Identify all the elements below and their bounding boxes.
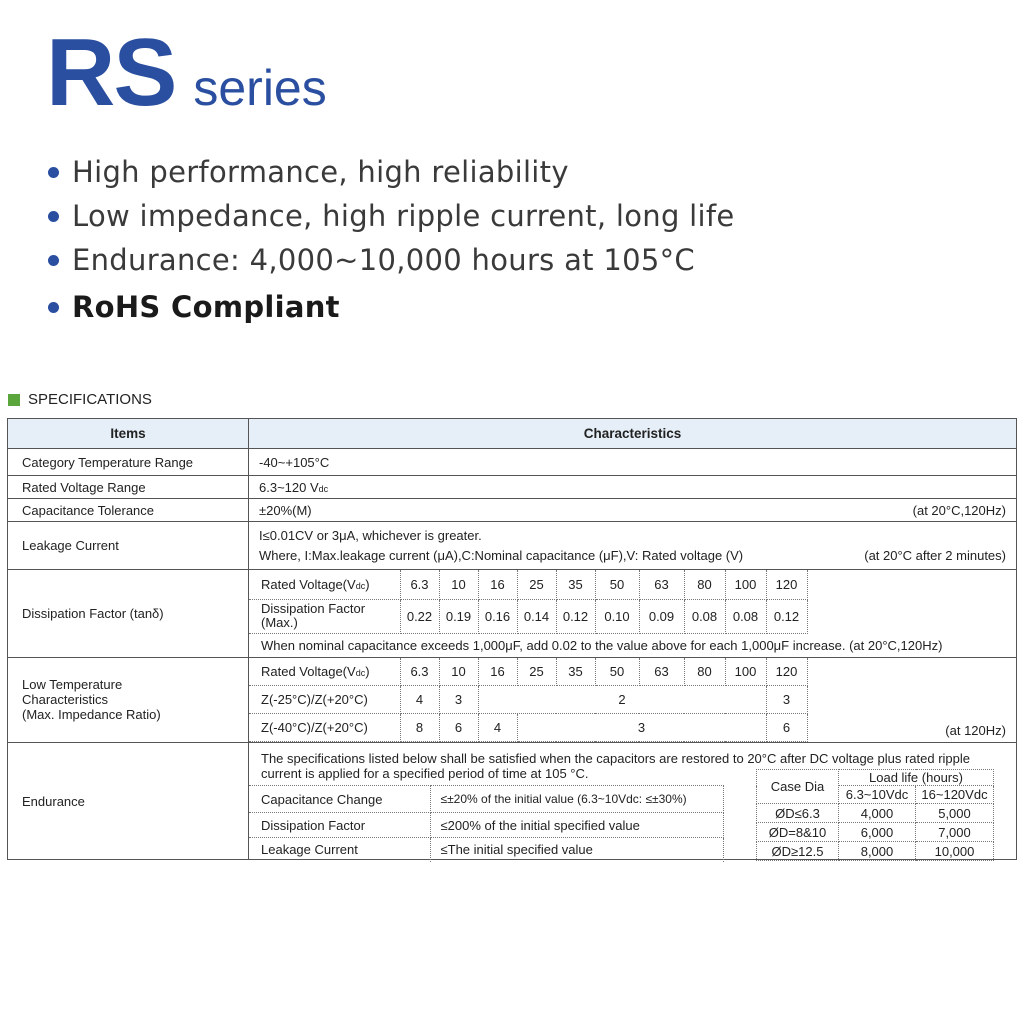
bullet-icon <box>48 211 59 222</box>
spec-table <box>7 418 1017 860</box>
table-row: Low Temperature Characteristics (Max. Impedance Ratio) Rated Voltage(Vdc) 6.3 10 16 25 35 50 63 80 100 120 Z(-25°C)/Z(+20°C) 4 3 2 3 Z(-40°C)/Z(+20°C) 8 6 4 3 6 (at 120Hz) <box>8 657 1017 743</box>
table-row: Dissipation Factor (tanδ) Rated Voltage(Vdc) 6.3 10 16 25 35 50 63 80 100 120 Dissipation Factor (Max.) 0.22 0.19 0.16 0.14 0.12 0.10 0.09 0.08 0.08 0.12 When nominal capacitance exceeds 1,000μF, add 0.02 to the value above for each 1,000μF increase. (at 20°C,120Hz) <box>8 570 1017 658</box>
square-icon <box>8 394 20 406</box>
series-heading <box>46 18 327 128</box>
dissipation-table: Rated Voltage(Vdc) 6.3 10 16 25 35 50 63 80 100 120 Dissipation Factor (Max.) 0.22 0.19 0.16 0.14 0.12 0.10 0.09 0.08 0.08 0.12 <box>249 570 808 634</box>
feature-list <box>48 150 735 329</box>
feature-item: RoHS Compliant <box>48 285 735 329</box>
brand-name: RS <box>46 19 176 126</box>
column-header-characteristics: Characteristics <box>249 419 1017 449</box>
table-header-row <box>8 419 1017 449</box>
section-title: SPECIFICATIONS <box>8 391 152 408</box>
feature-item: Endurance: 4,000~10,000 hours at 105°C <box>48 238 735 282</box>
table-row: Endurance The specifications listed below shall be satisfied when the capacitors are restored to 20°C after DC voltage plus rated ripple current is applied for a specified period of time at 105 °C. Capacitance Change ≤±20% of the initial value (6.3~10Vdc: ≤±30%) Dissipation Factor ≤200% of the initial specified value Leakage Current ≤The initial specified value Case Dia Load life (hours) 6.3~10Vdc 16~120Vdc ØD≤6.3 4,000 5,000 ØD=8&10 6,000 7,000 ØD≥12.5 8,000 10,000 <box>8 743 1017 860</box>
column-header-items: Items <box>8 419 249 449</box>
endurance-criteria-table: Capacitance Change ≤±20% of the initial value (6.3~10Vdc: ≤±30%) Dissipation Factor ≤200% of the initial specified value Leakage Current ≤The initial specified value <box>249 785 724 862</box>
table-row: Capacitance Tolerance ±20%(M) (at 20°C,120Hz) <box>8 499 1017 522</box>
series-label: series <box>193 60 327 116</box>
table-row: Rated Voltage Range 6.3~120 Vdc <box>8 476 1017 499</box>
bullet-icon <box>48 302 59 313</box>
low-temp-table: Rated Voltage(Vdc) 6.3 10 16 25 35 50 63 80 100 120 Z(-25°C)/Z(+20°C) 4 3 2 3 Z(-40°C)/Z(+20°C) 8 6 4 3 6 <box>249 658 808 743</box>
table-row: Leakage Current I≤0.01CV or 3μA, whichever is greater. Where, I:Max.leakage current (μA),C:Nominal capacitance (μF),V: Rated voltage (V) (at 20°C after 2 minutes) <box>8 522 1017 570</box>
bullet-icon <box>48 167 59 178</box>
load-life-table: Case Dia Load life (hours) 6.3~10Vdc 16~120Vdc ØD≤6.3 4,000 5,000 ØD=8&10 6,000 7,000 ØD≥12.5 8,000 10,000 <box>756 769 994 861</box>
feature-item: Low impedance, high ripple current, long life <box>48 194 735 238</box>
bullet-icon <box>48 255 59 266</box>
feature-item: High performance, high reliability <box>48 150 735 194</box>
table-row: Category Temperature Range -40~+105°C <box>8 449 1017 476</box>
